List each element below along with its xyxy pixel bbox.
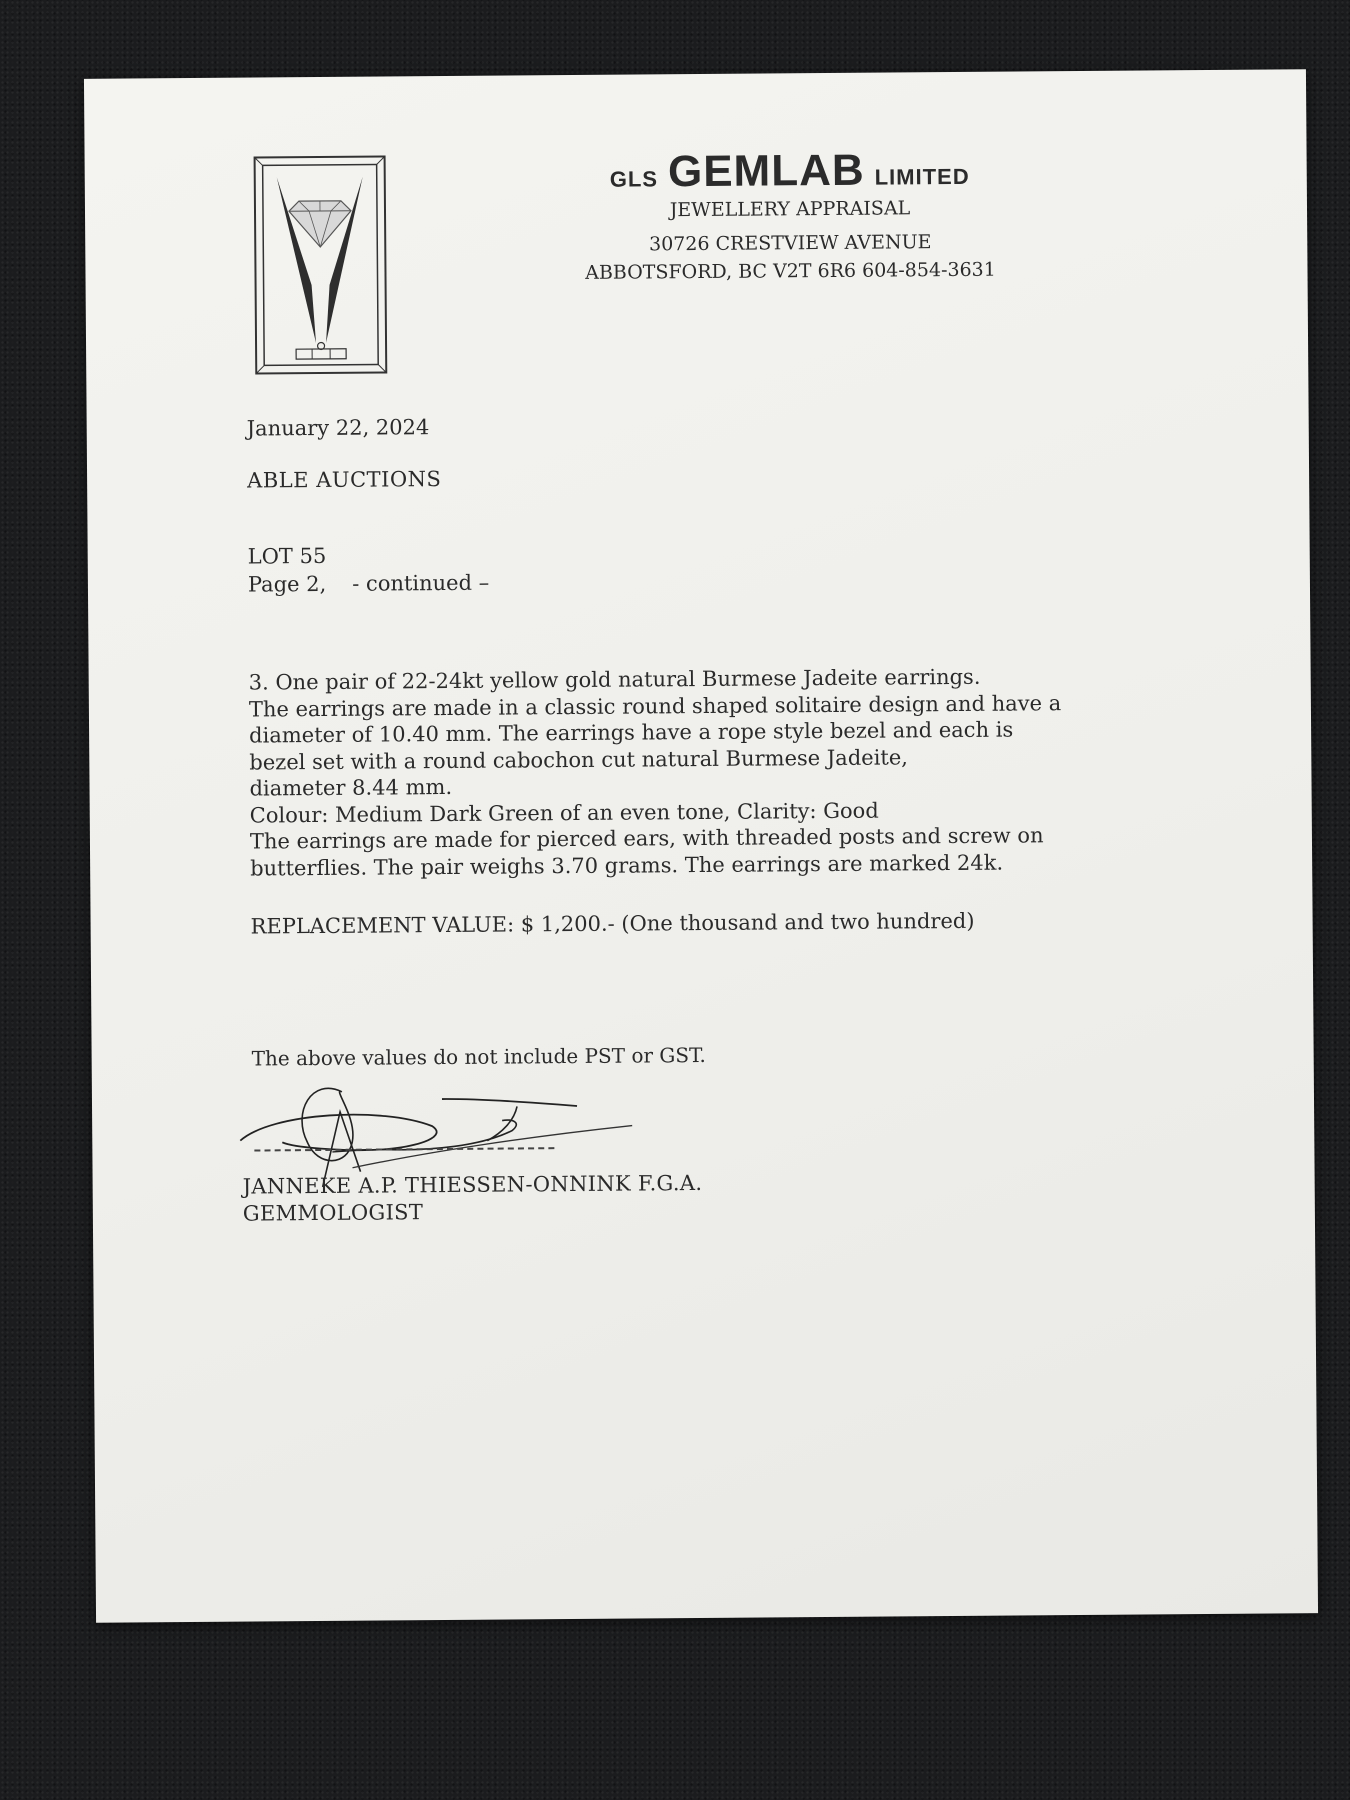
company-name: [525, 147, 1055, 195]
description-line: Colour: Medium Dark Green of an even tone, Clarity: Good: [249, 798, 879, 828]
page-reference: [248, 570, 489, 599]
company-subtitle: JEWELLERY APPRAISAL: [669, 197, 911, 222]
description-line: bezel set with a round cabochon cut natural Burmese Jadeite,: [249, 744, 908, 775]
description-line: The earrings are made in a classic round shaped solitaire design and have a: [248, 690, 1062, 722]
address-line-2: ABBOTSFORD, BC V2T 6R6 604-854-3631: [585, 258, 996, 284]
appraisal-letter: [84, 69, 1318, 1623]
brand-prefix: GLS: [609, 166, 659, 192]
signer-name: JANNEKE A.P. THIESSEN-ONNINK F.G.A.: [242, 1171, 703, 1199]
signer-block: [243, 1170, 703, 1228]
continued-label: - continued –: [352, 570, 490, 596]
signer-title: GEMMOLOGIST: [242, 1200, 424, 1226]
brand-name: GEMLAB: [667, 145, 865, 197]
letter-date: January 22, 2024: [246, 415, 430, 441]
item-description: [249, 663, 1063, 881]
address-line-1: 30726 CRESTVIEW AVENUE: [648, 231, 932, 256]
page-number: Page 2,: [247, 571, 327, 597]
tax-note: The above values do not include PST or GST.: [251, 1042, 706, 1071]
description-line: The earrings are made for pierced ears, with threaded posts and screw on: [249, 823, 1044, 854]
description-line: diameter of 10.40 mm. The earrings have a rope style bezel and each is: [249, 717, 1014, 748]
replacement-value: REPLACEMENT VALUE: $ 1,200.- (One thousand and two hundred): [250, 908, 975, 939]
gem-logo-icon: [253, 154, 389, 375]
brand-suffix: LIMITED: [874, 163, 970, 190]
recipient: ABLE AUCTIONS: [247, 467, 442, 493]
lot-number: LOT 55: [247, 543, 327, 569]
letterhead: [525, 147, 1056, 287]
description-line: diameter 8.44 mm.: [249, 774, 453, 801]
description-line: butterflies. The pair weighs 3.70 grams. The earrings are marked 24k.: [250, 850, 1004, 881]
description-line: 3. One pair of 22-24kt yellow gold natural Burmese Jadeite earrings.: [248, 664, 981, 695]
